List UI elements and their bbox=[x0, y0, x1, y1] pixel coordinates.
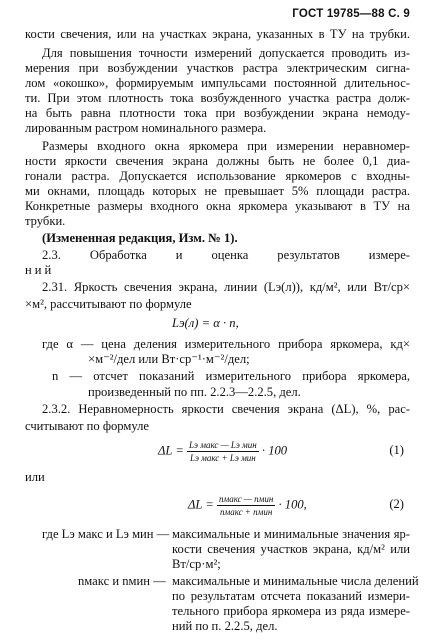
legend-term: nмакс и nмин — bbox=[78, 574, 166, 588]
text-line: Для повышения точности измерений допускается проводить из- bbox=[42, 46, 410, 60]
legend-text: тельного прибора яркомера из ряда измере- bbox=[172, 604, 410, 618]
formula-2 bbox=[188, 494, 408, 517]
legend-text: максимальные и минимальные значения яр- bbox=[172, 527, 410, 541]
formula-1 bbox=[158, 440, 408, 463]
legend-term: где Lэ макс и Lэ мин — bbox=[42, 527, 170, 541]
legend-text: кости свечения участков экрана, кд/м² или bbox=[172, 542, 410, 556]
text-line: ×м⁻²/дел или Вт·ср⁻¹·м⁻²/дел; bbox=[88, 352, 250, 366]
text-line: где α — цена деления измерительного прибора яркомера, кд× bbox=[42, 337, 410, 351]
text-line: n — отсчет показаний измерительного прибора яркомера, bbox=[52, 369, 410, 383]
formula-2-rhs: · 100, bbox=[278, 497, 307, 512]
text-line: считывают по формуле bbox=[25, 419, 149, 433]
formula-2-lhs: ΔL = bbox=[188, 497, 214, 512]
text-line: ности яркости свечения экрана должны быть не более 0,1 диа- bbox=[25, 154, 410, 168]
formula-2-denominator: nмакс + nмин bbox=[219, 507, 273, 517]
text-line: лом «окошко», формируемым импульсами постоянной длительнос- bbox=[25, 76, 410, 90]
formula-2-fraction bbox=[217, 494, 275, 517]
formula-1-denominator: Lэ макс + Lэ мин bbox=[189, 453, 256, 463]
text-line: Размеры входного окна яркомера при измерении неравномер- bbox=[42, 139, 410, 153]
text-line: Конкретные размеры входного окна яркомера указывают в ТУ на bbox=[25, 199, 410, 213]
section-heading: 2.3. Обработка и оценка результатов измере- bbox=[42, 248, 410, 262]
formula-luminance: Lэ(л) = α · n, bbox=[172, 316, 239, 330]
formula-1-lhs: ΔL = bbox=[158, 443, 184, 458]
text-line: гонали растра. Допускается использование яркомеров с входны- bbox=[25, 169, 410, 183]
text-line: ти. При этом плотность тока возбужденного участка растра долж- bbox=[25, 91, 410, 105]
amendment-note: (Измененная редакция, Изм. № 1). bbox=[42, 231, 238, 245]
formula-2-numerator: nмакс — nмин bbox=[218, 494, 274, 504]
text-line: ми окнами, площадь которых не превышает 5% площади растра. bbox=[25, 184, 410, 198]
text-line: мерения при возбуждении участков растра электрическим сигна- bbox=[25, 61, 410, 75]
text-line: кости свечения, или на участках экрана, указанных в ТУ на трубки. bbox=[25, 27, 410, 41]
legend-text: максимальные и минимальные числа делений bbox=[172, 574, 419, 588]
text-line: произведенный по пп. 2.2.3—2.2.5, дел. bbox=[88, 385, 301, 399]
equation-number-1: (1) bbox=[389, 443, 404, 457]
legend-text: по результатам отсчета показаний измери- bbox=[172, 589, 410, 603]
text-line: ×м², рассчитывают по формуле bbox=[25, 297, 192, 311]
text-line: 2.31. Яркость свечения экрана, линии (Lэ(л)), кд/м², или Вт/ср× bbox=[42, 280, 410, 294]
text-line: 2.3.2. Неравномерность яркости свечения экрана (ΔL), %, рас- bbox=[42, 402, 410, 416]
legend-text: Вт/ср·м²; bbox=[172, 557, 221, 571]
formula-1-numerator: Lэ макс — Lэ мин bbox=[188, 440, 257, 450]
text-line: или bbox=[25, 470, 45, 484]
legend-text: ний по п. 2.2.5, дел. bbox=[172, 619, 278, 633]
formula-1-fraction bbox=[187, 440, 259, 463]
text-line: на быть равна плотности тока при возбуждении экрана немоду- bbox=[25, 106, 410, 120]
text-line: лированным растром номинального размера. bbox=[25, 121, 267, 135]
page-header: ГОСТ 19785—88 С. 9 bbox=[292, 8, 410, 20]
equation-number-2: (2) bbox=[389, 497, 404, 511]
text-line: трубки. bbox=[25, 214, 66, 228]
formula-1-rhs: · 100 bbox=[261, 443, 288, 458]
section-heading-cont: ний bbox=[25, 263, 55, 277]
